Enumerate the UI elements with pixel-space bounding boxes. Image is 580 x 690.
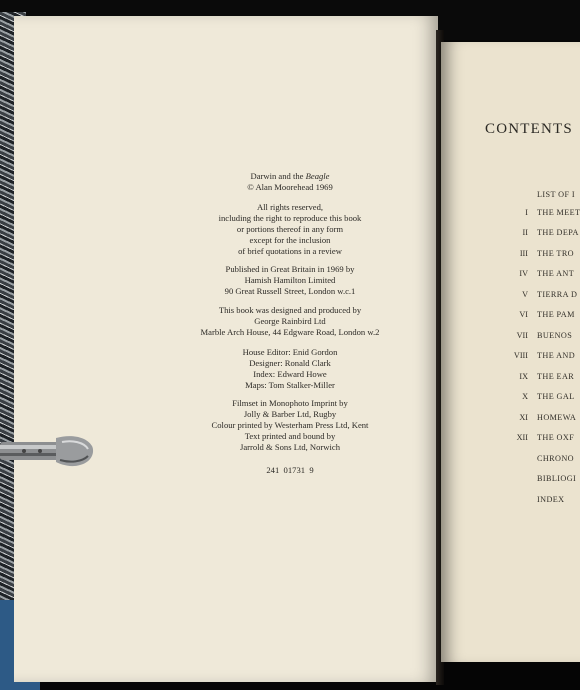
page-clip-icon	[0, 432, 96, 470]
publisher-line: 90 Great Russell Street, London w.c.1	[224, 286, 356, 296]
production-line: This book was designed and produced by	[218, 305, 362, 315]
printing-line: Jolly & Barber Ltd, Rugby	[243, 409, 337, 419]
title-line: Darwin and the Beagle	[250, 171, 330, 181]
printing-line: Jarrold & Sons Ltd, Norwich	[239, 442, 340, 452]
rights-block	[170, 202, 410, 257]
printing-line: Filmset in Monophoto Imprint by	[232, 398, 348, 408]
rights-line: or portions thereof in any form	[236, 224, 344, 234]
rights-line: including the right to reproduce this book	[218, 213, 362, 223]
credit-line: Index: Edward Howe	[253, 369, 327, 379]
title-block	[170, 171, 410, 193]
printing-line: Text printed and bound by	[244, 431, 336, 441]
printing-block	[170, 398, 410, 453]
isbn-block	[170, 465, 410, 476]
production-block	[170, 305, 410, 338]
contents-heading: CONTENTS	[485, 121, 573, 137]
credits-block	[170, 347, 410, 391]
table-of-contents-continued: BIBLIOGI INDEX	[537, 474, 577, 504]
production-line: Marble Arch House, 44 Edgware Road, London w.2	[200, 327, 380, 337]
credit-line: Designer: Ronald Clark	[249, 358, 331, 368]
publisher-block	[170, 264, 410, 297]
credit-line: House Editor: Enid Gordon	[242, 347, 338, 357]
copyright-line: © Alan Moorehead 1969	[247, 182, 333, 192]
publisher-line: Published in Great Britain in 1969 by	[225, 264, 355, 274]
credit-line: Maps: Tom Stalker-Miller	[245, 380, 335, 390]
printing-line: Colour printed by Westerham Press Ltd, Kent	[211, 420, 369, 430]
table-of-contents: LIST OF I I THE MEET II THE DEPA III THE TRO IV THE ANT V TIERRA D VI THE PAM VII BUENOS VIII THE AND IX THE EAR X THE GAL XI HOMEWA XII THE OXF CHRONO	[513, 190, 580, 463]
publisher-line: Hamish Hamilton Limited	[244, 275, 336, 285]
rights-line: All rights reserved,	[256, 202, 324, 212]
rights-line: of brief quotations in a review	[238, 246, 342, 256]
rights-line: except for the inclusion	[249, 235, 331, 245]
isbn: 241 01731 9	[266, 465, 314, 475]
production-line: George Rainbird Ltd	[254, 316, 326, 326]
